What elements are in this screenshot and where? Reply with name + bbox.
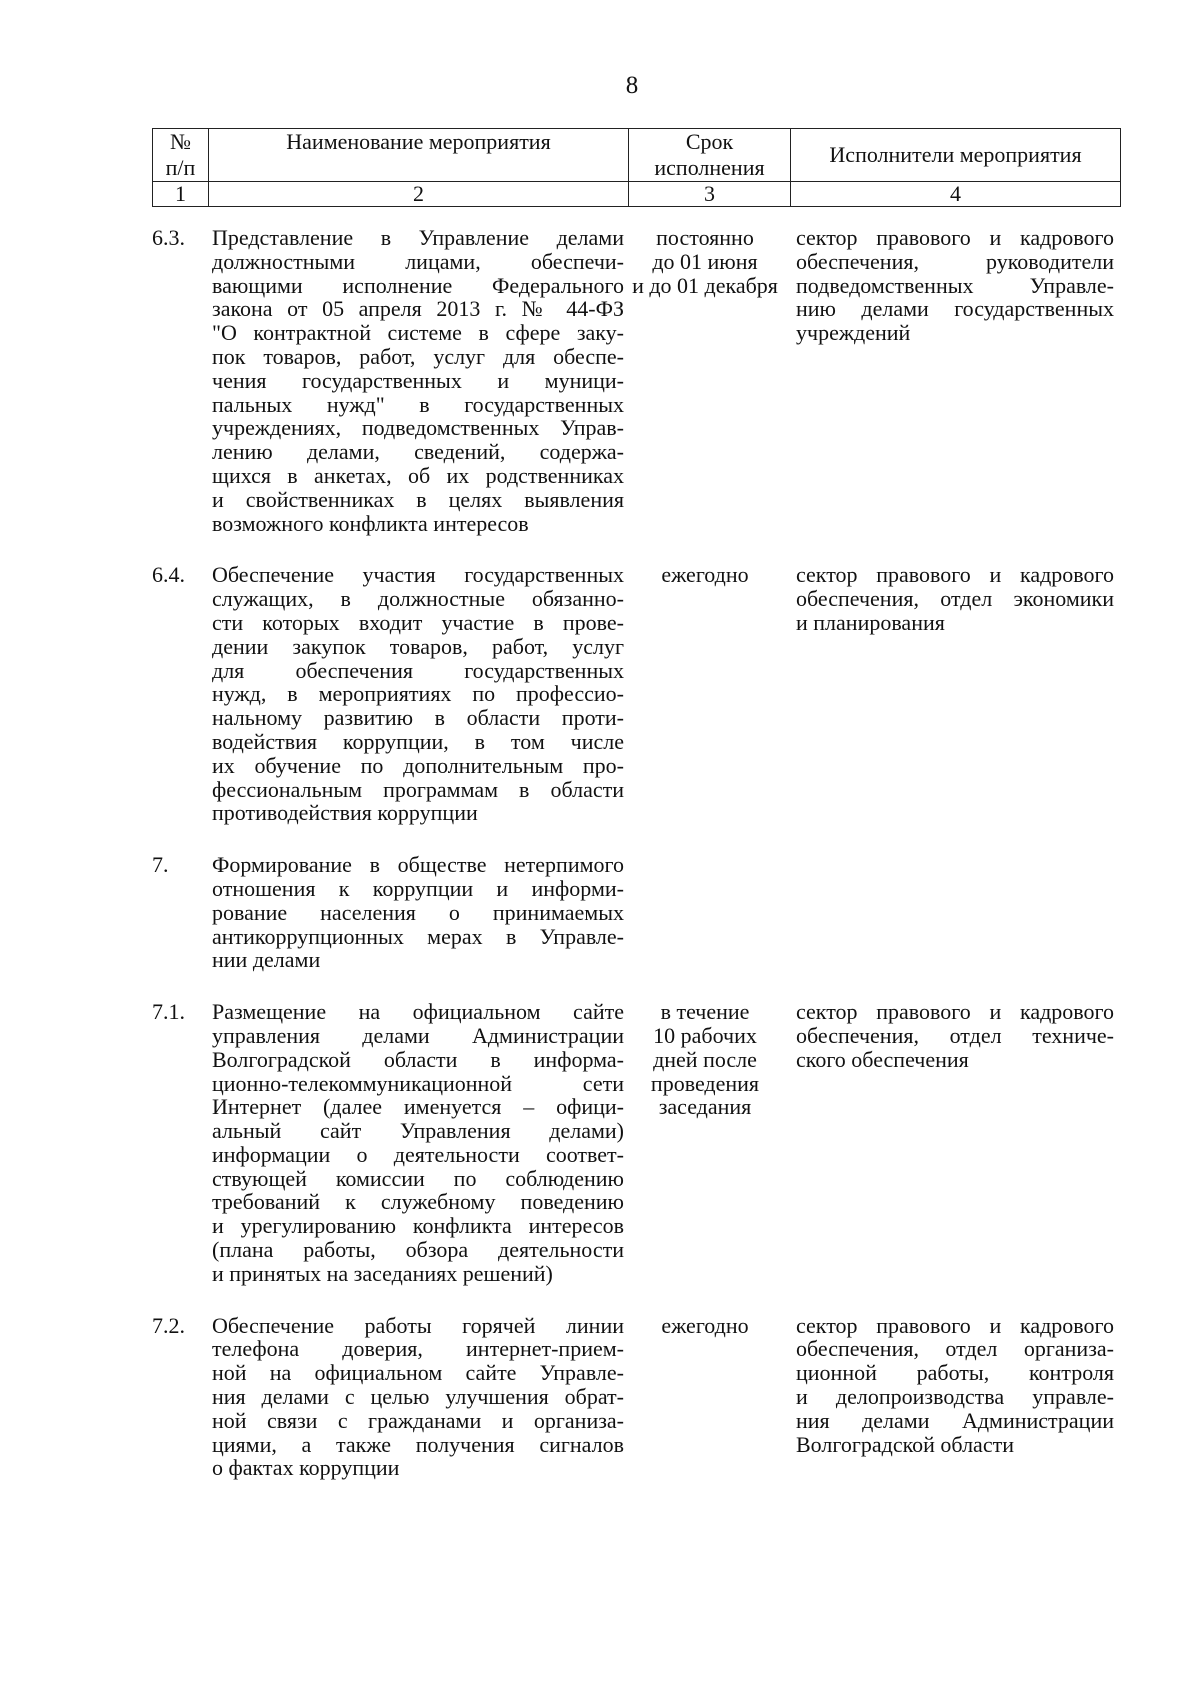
row-name-line: нии делами: [212, 947, 321, 973]
row-name-line: дении закупок товаров, работ, услуг: [212, 633, 624, 659]
row-name-line: альный сайт Управления делами): [212, 1118, 624, 1144]
row-name-line: антикоррупционных мерах в Управле-: [212, 923, 624, 949]
row-name-line: ния делами с целью улучшения обрат-: [212, 1384, 624, 1410]
row-term-line: дней после: [653, 1046, 757, 1072]
row-term: [624, 853, 786, 972]
row-executors-line: сектор правового и кадрового: [796, 1312, 1114, 1338]
row-term-line: до 01 июня: [652, 248, 758, 274]
row-name-line: ционно-телекоммуникационной сети: [212, 1070, 624, 1096]
row-name: [212, 1314, 624, 1481]
row-name-line: "О контрактной системе в сфере заку-: [212, 320, 624, 346]
row-name: [212, 226, 624, 535]
colnum-3: 3: [629, 182, 791, 207]
table-row: [152, 853, 1120, 972]
row-name-line: циями, а также получения сигналов: [212, 1431, 624, 1457]
row-name-line: рование населения о принимаемых: [212, 899, 624, 925]
row-executors-line: обеспечения, отдел экономики: [796, 586, 1114, 612]
row-executors-line: и планирования: [796, 609, 945, 635]
row-name-line: отношения к коррупции и информи-: [212, 875, 624, 901]
row-executors-line: сектор правового и кадрового: [796, 562, 1114, 588]
row-executors: [786, 1000, 1114, 1286]
row-term: [624, 1314, 786, 1481]
row-name-line: (плана работы, обзора деятельности: [212, 1237, 624, 1263]
row-name-line: щихся в анкетах, об их родственниках: [212, 462, 624, 488]
header-term: [629, 129, 791, 182]
row-number: 7.: [152, 852, 169, 878]
row-executors: [786, 226, 1114, 535]
row-executors: [786, 853, 1114, 972]
table-row: [152, 1314, 1120, 1481]
header-term-line2: исполнения: [654, 155, 765, 180]
row-name: [212, 563, 624, 825]
row-name-line: ствующей комиссии по соблюдению: [212, 1165, 624, 1191]
colnum-2: 2: [209, 182, 629, 207]
row-term-line: в течение: [660, 999, 750, 1025]
row-term-line: заседания: [658, 1094, 752, 1120]
row-name-line: чения государственных и муници-: [212, 367, 624, 393]
row-name-line: учреждениях, подведомственных Управ-: [212, 415, 624, 441]
row-name-line: требований к служебному поведению: [212, 1189, 624, 1215]
header-term-line1: Срок: [685, 129, 734, 154]
row-term-line: проведения: [650, 1070, 760, 1096]
row-name-line: их обучение по дополнительным про-: [212, 752, 624, 778]
row-term-line: 10 рабочих: [653, 1022, 757, 1048]
row-term-line: постоянно: [656, 225, 754, 250]
row-executors-line: сектор правового и кадрового: [796, 999, 1114, 1025]
row-term-line: ежегодно: [661, 1312, 749, 1338]
row-name-line: управления делами Администрации: [212, 1022, 624, 1048]
row-executors-line: ния делами Администрации: [796, 1407, 1114, 1433]
row-name-line: должностными лицами, обеспечи-: [212, 248, 624, 274]
row-name-line: Представление в Управление делами: [212, 225, 624, 250]
table-row: [152, 563, 1120, 825]
row-name: [212, 1000, 624, 1286]
row-name-line: фессиональным программам в области: [212, 776, 624, 802]
row-name-line: Обеспечение участия государственных: [212, 562, 624, 588]
header-row: [153, 129, 1121, 182]
row-name-line: нальному развитию в области проти-: [212, 705, 624, 731]
row-name-line: сти которых входит участие в прове-: [212, 609, 624, 635]
row-name-line: служащих, в должностные обязанно-: [212, 586, 624, 612]
row-executors-line: Волгоградской области: [796, 1431, 1014, 1457]
row-executors-line: нию делами государственных: [796, 296, 1114, 322]
row-name-line: возможного конфликта интересов: [212, 510, 529, 536]
row-name-line: закона от 05 апреля 2013 г. № 44-ФЗ: [212, 296, 624, 322]
row-executors-line: и делопроизводства управле-: [796, 1384, 1114, 1410]
row-name-line: и свойственниках в целях выявления: [212, 486, 624, 512]
row-executors-line: обеспечения, отдел техниче-: [796, 1022, 1114, 1048]
row-executors-line: ского обеспечения: [796, 1046, 969, 1072]
table-header: [152, 128, 1121, 207]
column-number-row: [153, 182, 1121, 207]
row-name-line: Обеспечение работы горячей линии: [212, 1312, 624, 1338]
row-name-line: нужд, в мероприятиях по профессио-: [212, 681, 624, 707]
row-name-line: пальных нужд" в государственных: [212, 391, 624, 417]
row-term: [624, 563, 786, 825]
row-name-line: Волгоградской области в информа-: [212, 1046, 624, 1072]
row-term-line: и до 01 декабря: [632, 272, 778, 298]
table-row: [152, 226, 1120, 535]
row-name-line: вающими исполнение Федерального: [212, 272, 624, 298]
row-name-line: Интернет (далее именуется – офици-: [212, 1094, 624, 1120]
table-row: [152, 1000, 1120, 1286]
row-name-line: пок товаров, работ, услуг для обеспе-: [212, 343, 624, 369]
row-name-line: информации о деятельности соответ-: [212, 1141, 624, 1167]
header-num-line2: п/п: [165, 155, 196, 180]
row-name-line: и принятых на заседаниях решений): [212, 1260, 553, 1286]
row-number: 6.4.: [152, 562, 185, 588]
colnum-1: 1: [153, 182, 209, 207]
row-name: [212, 853, 624, 972]
row-executors-line: обеспечения, руководители: [796, 248, 1114, 274]
header-num-line1: №: [170, 129, 191, 154]
table-header-wrap: [152, 128, 1120, 207]
colnum-4: 4: [791, 182, 1121, 207]
row-name-line: ной на официальном сайте Управле-: [212, 1360, 624, 1386]
page-number: 8: [625, 72, 639, 99]
row-name-line: для обеспечения государственных: [212, 657, 624, 683]
row-name-line: Размещение на официальном сайте: [212, 999, 624, 1025]
header-name: Наименование мероприятия: [209, 129, 629, 182]
row-term: [624, 226, 786, 535]
row-executors-line: подведомственных Управле-: [796, 272, 1114, 298]
row-number: 6.3.: [152, 225, 185, 250]
row-executors-line: обеспечения, отдел организа-: [796, 1336, 1114, 1362]
row-name-line: ной связи с гражданами и организа-: [212, 1407, 624, 1433]
row-executors-line: учреждений: [796, 320, 911, 346]
row-number: 7.2.: [152, 1312, 185, 1338]
row-executors-line: ционной работы, контроля: [796, 1360, 1114, 1386]
row-term-line: ежегодно: [661, 562, 749, 588]
row-name-line: противодействия коррупции: [212, 800, 478, 826]
table-body: [152, 226, 1120, 1480]
header-exec: Исполнители мероприятия: [791, 129, 1121, 182]
row-term: [624, 1000, 786, 1286]
row-name-line: о фактах коррупции: [212, 1455, 400, 1481]
row-name-line: и урегулированию конфликта интересов: [212, 1213, 624, 1239]
header-num: [153, 129, 209, 182]
row-name-line: водействия коррупции, в том числе: [212, 728, 624, 754]
row-executors-line: сектор правового и кадрового: [796, 225, 1114, 250]
row-name-line: Формирование в обществе нетерпимого: [212, 852, 624, 878]
row-name-line: лению делами, сведений, содержа-: [212, 439, 624, 465]
row-executors: [786, 1314, 1114, 1481]
row-name-line: телефона доверия, интернет-прием-: [212, 1336, 624, 1362]
row-number: 7.1.: [152, 999, 185, 1025]
row-executors: [786, 563, 1114, 825]
